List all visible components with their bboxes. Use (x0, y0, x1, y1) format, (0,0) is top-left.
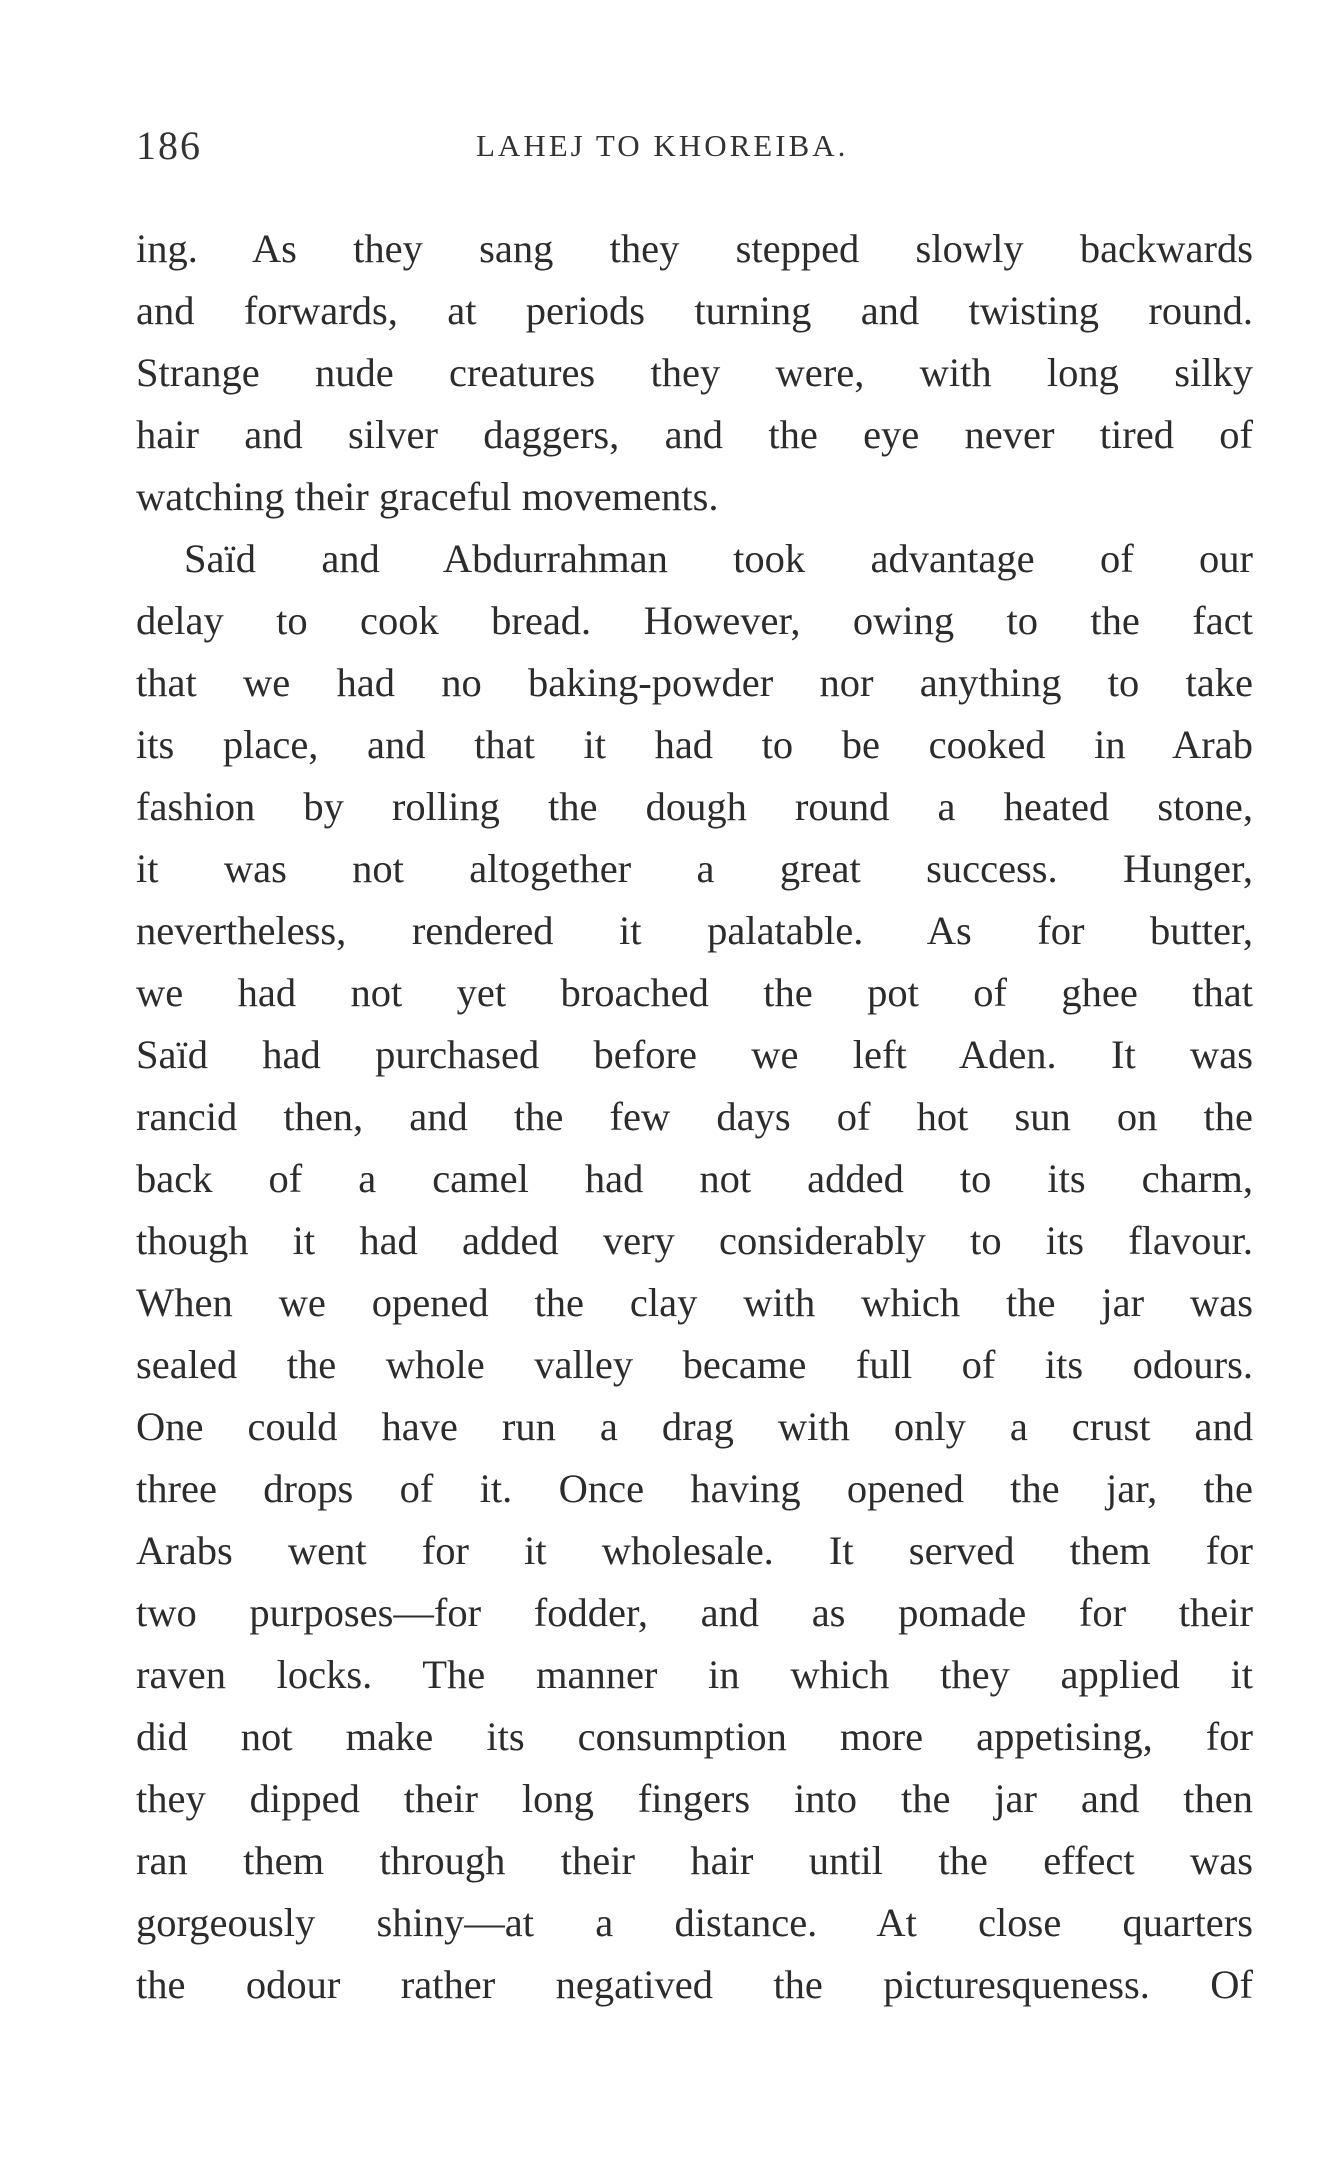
text-line: the odour rather negatived the picturesqueness. Of (136, 1962, 1253, 2007)
text-line: and forwards, at periods turning and twisting round. (136, 288, 1253, 333)
text-line: though it had added very considerably to its flavour. (136, 1218, 1253, 1263)
text-line: fashion by rolling the dough round a heated stone, (136, 784, 1253, 829)
text-line: When we opened the clay with which the jar was (136, 1280, 1253, 1325)
text-line: One could have run a drag with only a crust and (136, 1404, 1253, 1449)
text-line: back of a camel had not added to its charm, (136, 1156, 1253, 1201)
text-line: three drops of it. Once having opened the jar, the (136, 1466, 1253, 1511)
page-number: 186 (136, 123, 202, 168)
text-line: Strange nude creatures they were, with long silky (136, 350, 1253, 395)
text-line: sealed the whole valley became full of its odours. (136, 1342, 1253, 1387)
text-line: Arabs went for it wholesale. It served them for (136, 1528, 1253, 1573)
text-line: watching their graceful movements. (136, 474, 719, 519)
text-line: rancid then, and the few days of hot sun on the (136, 1094, 1253, 1139)
text-line: they dipped their long fingers into the jar and then (136, 1776, 1253, 1821)
text-line: that we had no baking-powder nor anything to take (136, 660, 1253, 705)
text-line: ing. As they sang they stepped slowly backwards (136, 226, 1253, 271)
text-line: delay to cook bread. However, owing to the fact (136, 598, 1253, 643)
text-line: its place, and that it had to be cooked in Arab (136, 722, 1253, 767)
page-header (136, 122, 1256, 174)
text-line: we had not yet broached the pot of ghee that (136, 970, 1253, 1015)
text-line: hair and silver daggers, and the eye never tired of (136, 412, 1253, 457)
text-line: two purposes—for fodder, and as pomade for their (136, 1590, 1253, 1635)
text-line: Saïd and Abdurrahman took advantage of our (184, 536, 1253, 581)
text-line: Saïd had purchased before we left Aden. It was (136, 1032, 1253, 1077)
body-text (136, 218, 1253, 2016)
text-line: it was not altogether a great success. Hunger, (136, 846, 1253, 891)
running-head: LAHEJ TO KHOREIBA. (476, 128, 849, 163)
text-line: ran them through their hair until the effect was (136, 1838, 1253, 1883)
text-line: gorgeously shiny—at a distance. At close quarters (136, 1900, 1253, 1945)
text-line: raven locks. The manner in which they applied it (136, 1652, 1253, 1697)
text-line: did not make its consumption more appetising, for (136, 1714, 1253, 1759)
text-line: nevertheless, rendered it palatable. As for butter, (136, 908, 1253, 953)
